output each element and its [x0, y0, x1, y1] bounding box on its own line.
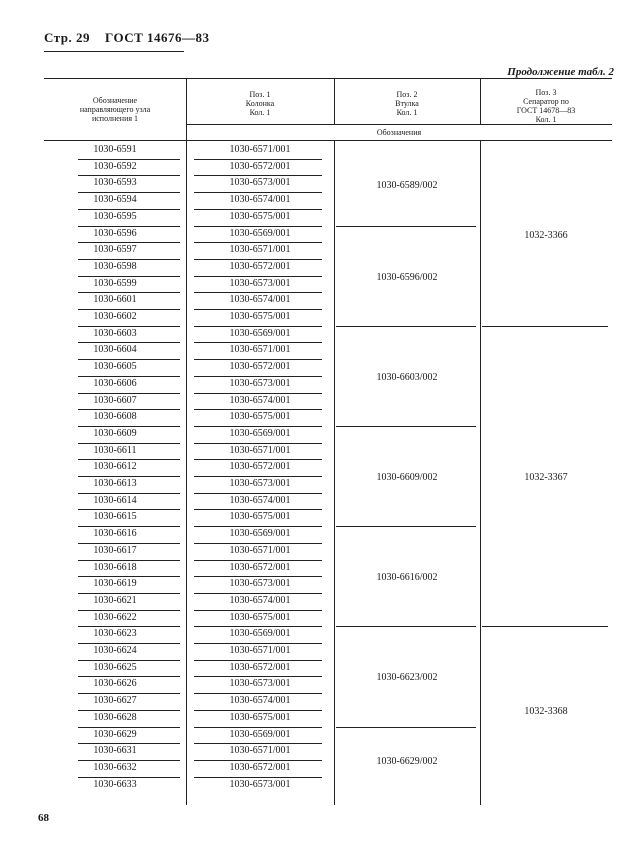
column-header-line: Колонка: [245, 99, 275, 108]
row-rule: [194, 259, 322, 260]
row-rule: [194, 159, 322, 160]
assembly-designation: 1030-6609: [93, 427, 137, 439]
row-rule: [194, 409, 322, 410]
row-rule: [78, 593, 180, 594]
column-header-line: направляющего узла: [79, 105, 151, 114]
row-rule: [194, 760, 322, 761]
row-rule: [78, 226, 180, 227]
row-rule: [194, 643, 322, 644]
column-part-number: 1030-6575/001: [229, 511, 291, 523]
row-rule: [78, 459, 180, 460]
row-rule: [194, 777, 322, 778]
assembly-designation: 1030-6619: [93, 578, 137, 590]
assembly-designation: 1030-6624: [93, 645, 137, 656]
group-rule: [336, 326, 476, 327]
bushing-part-number: 1030-6589/002: [376, 179, 438, 191]
row-rule: [78, 376, 180, 377]
designation-rule: [186, 140, 612, 141]
group-rule: [482, 326, 608, 327]
assembly-designation: 1030-6608: [93, 411, 137, 423]
assembly-designation: 1030-6617: [93, 544, 137, 556]
row-rule: [194, 459, 322, 460]
row-rule: [194, 175, 322, 176]
row-rule: [194, 493, 322, 494]
assembly-designation: 1030-6592: [93, 160, 137, 172]
assembly-designation: 1030-6605: [93, 361, 137, 373]
row-rule: [194, 526, 322, 527]
assembly-designation: 1030-6597: [93, 244, 137, 256]
bushing-part-number: 1030-6609/002: [376, 472, 438, 483]
row-rule: [194, 560, 322, 561]
column-header-assembly: [44, 96, 186, 123]
assembly-designation: 1030-6598: [93, 260, 137, 272]
column-part-number: 1030-6574/001: [229, 494, 291, 506]
row-rule: [194, 276, 322, 277]
assembly-designation: 1030-6615: [93, 511, 137, 523]
row-rule: [78, 509, 180, 510]
column-header-line: Кол. 1: [535, 115, 557, 124]
column-header-line: Кол. 1: [396, 108, 418, 117]
row-rule: [78, 576, 180, 577]
column-part-number: 1030-6573/001: [229, 377, 291, 389]
column-part-number: 1030-6572/001: [229, 461, 291, 473]
column-part-number: 1030-6575/001: [229, 611, 291, 623]
assembly-designation: 1030-6613: [93, 478, 137, 489]
row-rule: [194, 693, 322, 694]
assembly-designation: 1030-6626: [93, 678, 137, 690]
group-rule: [336, 727, 476, 728]
assembly-designation: 1030-6618: [93, 561, 137, 573]
separator-part-number: 1032-3367: [524, 472, 568, 483]
column-part-number: 1030-6572/001: [229, 260, 291, 272]
row-rule: [78, 743, 180, 744]
column-header-line: Обозначение: [92, 96, 138, 105]
column-part-number: 1030-6575/001: [229, 210, 291, 222]
row-rule: [194, 727, 322, 728]
assembly-designation: 1030-6616: [93, 528, 137, 540]
column-part-number: 1030-6574/001: [229, 695, 291, 707]
row-rule: [194, 342, 322, 343]
row-rule: [194, 376, 322, 377]
row-rule: [78, 359, 180, 360]
assembly-designation: 1030-6612: [93, 461, 137, 473]
row-rule: [78, 209, 180, 210]
column-part-number: 1030-6571/001: [229, 544, 291, 556]
assembly-designation: 1030-6596: [93, 227, 137, 239]
column-part-number: 1030-6569/001: [229, 227, 291, 239]
column-header-line: Кол. 1: [249, 108, 271, 117]
row-rule: [78, 276, 180, 277]
column-part-number: 1030-6571/001: [229, 745, 291, 757]
assembly-designation: 1030-6622: [93, 611, 137, 623]
assembly-designation: 1030-6604: [93, 344, 137, 356]
standard-number: ГОСТ 14676—83: [105, 30, 210, 45]
assembly-designation: 1030-6611: [93, 444, 137, 456]
column-part-number: 1030-6571/001: [229, 244, 291, 256]
group-rule: [336, 526, 476, 527]
row-rule: [194, 476, 322, 477]
row-rule: [78, 393, 180, 394]
separator-part-number: 1032-3366: [524, 229, 568, 241]
assembly-designation: 1030-6621: [93, 594, 137, 606]
row-rule: [194, 576, 322, 577]
column-header-line: Втулка: [395, 99, 419, 108]
row-rule: [78, 342, 180, 343]
row-rule: [78, 426, 180, 427]
row-rule: [194, 509, 322, 510]
table-continuation: Продолжение табл. 2: [507, 66, 614, 78]
assembly-designation: 1030-6633: [93, 778, 137, 790]
row-rule: [78, 476, 180, 477]
bushing-part-number: 1030-6629/002: [376, 755, 438, 767]
column-header-line: Поз. 3: [535, 88, 557, 97]
row-rule: [78, 676, 180, 677]
column-part-number: 1030-6575/001: [229, 311, 291, 322]
column-part-number: 1030-6573/001: [229, 478, 291, 489]
assembly-designation: 1030-6607: [93, 394, 137, 406]
column-header-line: Поз. 2: [396, 90, 418, 99]
assembly-designation: 1030-6623: [93, 628, 137, 640]
row-rule: [78, 326, 180, 327]
row-rule: [194, 292, 322, 293]
column-header-pos1: [186, 90, 334, 117]
column-header-line: Сепаратор по: [523, 97, 569, 106]
row-rule: [194, 326, 322, 327]
assembly-designation: 1030-6614: [93, 494, 137, 506]
row-rule: [78, 693, 180, 694]
column-header-line: Поз. 1: [249, 90, 271, 99]
assembly-designation: 1030-6595: [93, 210, 137, 222]
column-header-line: ГОСТ 14678—83: [516, 106, 576, 115]
assembly-designation: 1030-6599: [93, 277, 137, 289]
row-rule: [194, 676, 322, 677]
row-rule: [194, 710, 322, 711]
assembly-designation: 1030-6627: [93, 695, 137, 707]
bushing-part-number: 1030-6616/002: [376, 572, 438, 584]
row-rule: [78, 660, 180, 661]
column-header-pos2: [334, 90, 480, 117]
row-rule: [78, 727, 180, 728]
assembly-designation: 1030-6593: [93, 177, 137, 189]
column-part-number: 1030-6573/001: [229, 578, 291, 590]
row-rule: [194, 593, 322, 594]
row-rule: [78, 259, 180, 260]
row-rule: [78, 610, 180, 611]
row-rule: [194, 743, 322, 744]
assembly-designation: 1030-6591: [93, 144, 137, 155]
row-rule: [78, 443, 180, 444]
column-part-number: 1030-6571/001: [229, 645, 291, 656]
column-part-number: 1030-6575/001: [229, 711, 291, 723]
separator-part-number: 1032-3368: [524, 705, 568, 717]
header-rule: [44, 51, 184, 52]
page-header: [44, 30, 210, 46]
row-rule: [78, 409, 180, 410]
column-part-number: 1030-6569/001: [229, 427, 291, 439]
row-rule: [78, 292, 180, 293]
assembly-designation: 1030-6632: [93, 761, 137, 773]
column-part-number: 1030-6572/001: [229, 361, 291, 373]
row-rule: [194, 610, 322, 611]
column-part-number: 1030-6572/001: [229, 561, 291, 573]
bushing-part-number: 1030-6596/002: [376, 271, 438, 283]
assembly-designation: 1030-6628: [93, 711, 137, 723]
assembly-designation: 1030-6629: [93, 728, 137, 740]
row-rule: [78, 309, 180, 310]
row-rule: [194, 209, 322, 210]
column-header-pos3: [480, 88, 612, 124]
column-part-number: 1030-6572/001: [229, 661, 291, 673]
column-part-number: 1030-6571/001: [229, 344, 291, 356]
column-part-number: 1030-6569/001: [229, 628, 291, 640]
row-rule: [78, 175, 180, 176]
row-rule: [194, 226, 322, 227]
column-part-number: 1030-6573/001: [229, 778, 291, 790]
page-label: Стр. 29: [44, 30, 90, 45]
assembly-designation: 1030-6594: [93, 194, 137, 206]
table-top-rule: [44, 78, 612, 79]
assembly-designation: 1030-6625: [93, 661, 137, 673]
assembly-designation: 1030-6631: [93, 745, 137, 757]
row-rule: [194, 359, 322, 360]
row-rule: [78, 626, 180, 627]
row-rule: [194, 626, 322, 627]
row-rule: [194, 309, 322, 310]
assembly-designation: 1030-6601: [93, 294, 137, 306]
assembly-designation: 1030-6602: [93, 311, 137, 322]
assembly-designation: 1030-6603: [93, 327, 137, 339]
column-part-number: 1030-6569/001: [229, 728, 291, 740]
row-rule: [78, 192, 180, 193]
column-part-number: 1030-6572/001: [229, 761, 291, 773]
group-rule: [482, 626, 608, 627]
column-part-number: 1030-6573/001: [229, 177, 291, 189]
column-part-number: 1030-6571/001: [229, 144, 291, 155]
column-part-number: 1030-6575/001: [229, 411, 291, 423]
row-rule: [194, 543, 322, 544]
row-rule: [78, 643, 180, 644]
group-rule: [336, 226, 476, 227]
column-part-number: 1030-6574/001: [229, 194, 291, 206]
column-part-number: 1030-6571/001: [229, 444, 291, 456]
row-rule: [78, 493, 180, 494]
group-rule: [336, 626, 476, 627]
row-rule: [194, 393, 322, 394]
assembly-designation: 1030-6606: [93, 377, 137, 389]
row-rule: [78, 159, 180, 160]
row-rule: [78, 710, 180, 711]
designation-label: Обозначения: [376, 128, 422, 137]
header-bottom-rule: [44, 140, 186, 141]
row-rule: [78, 242, 180, 243]
bushing-part-number: 1030-6603/002: [376, 371, 438, 383]
row-rule: [78, 526, 180, 527]
column-part-number: 1030-6569/001: [229, 528, 291, 540]
column-part-number: 1030-6574/001: [229, 394, 291, 406]
row-rule: [194, 242, 322, 243]
column-part-number: 1030-6573/001: [229, 277, 291, 289]
column-part-number: 1030-6574/001: [229, 294, 291, 306]
row-rule: [78, 760, 180, 761]
row-rule: [78, 543, 180, 544]
designation-rule: [186, 124, 612, 125]
column-part-number: 1030-6573/001: [229, 678, 291, 690]
column-part-number: 1030-6574/001: [229, 594, 291, 606]
bushing-part-number: 1030-6623/002: [376, 672, 438, 684]
row-rule: [194, 426, 322, 427]
row-rule: [78, 560, 180, 561]
page-number: 68: [38, 812, 49, 824]
column-part-number: 1030-6572/001: [229, 160, 291, 172]
row-rule: [194, 192, 322, 193]
row-rule: [194, 443, 322, 444]
column-header-line: исполнения 1: [91, 114, 139, 123]
group-rule: [336, 426, 476, 427]
row-rule: [78, 777, 180, 778]
column-part-number: 1030-6569/001: [229, 327, 291, 339]
row-rule: [194, 660, 322, 661]
